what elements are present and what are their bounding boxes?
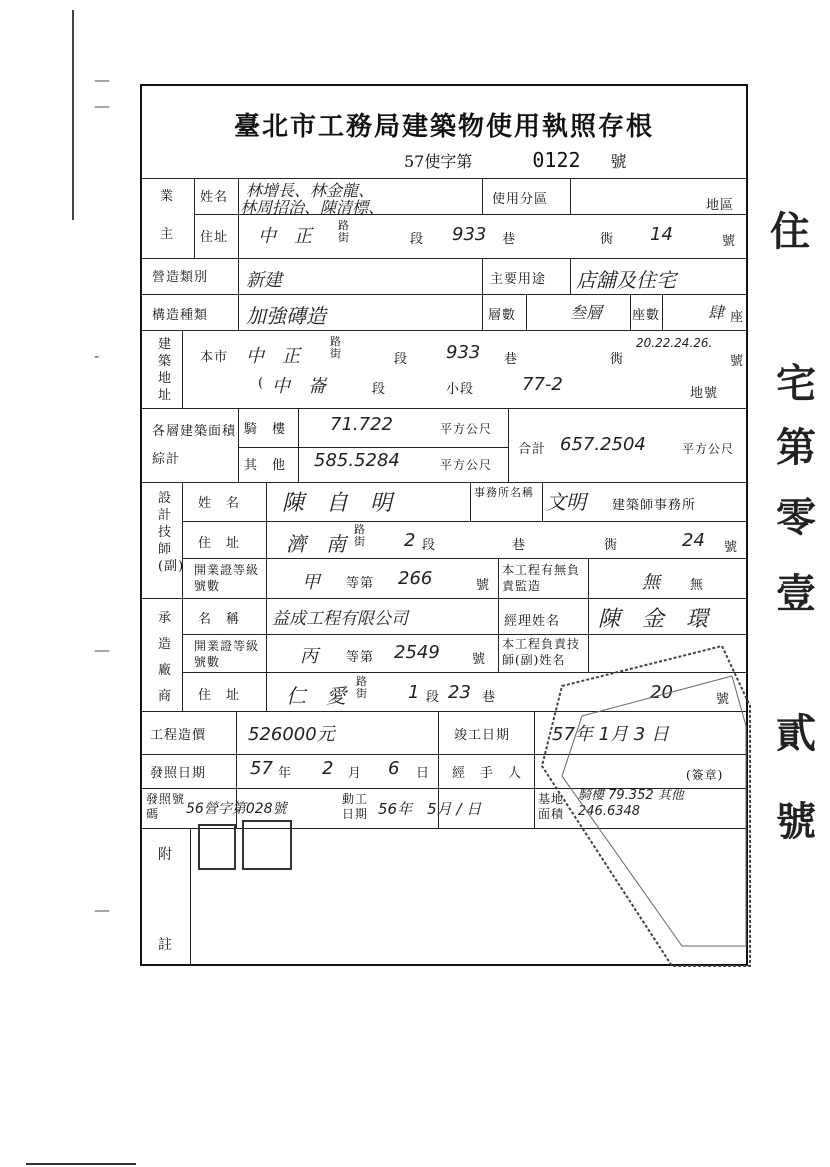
- owner-address-lane: 933: [452, 224, 487, 245]
- binding-mark: —: [94, 70, 110, 89]
- area-section-label: 各層建築面積綜計: [152, 424, 237, 467]
- permit-no-value: 56營字第028號: [186, 801, 287, 817]
- margin-char: 住: [770, 208, 810, 255]
- site-land-section-label: 段: [372, 382, 387, 397]
- margin-char: 宅: [776, 360, 816, 407]
- contractor-tech-label: 本工程負責技師(副)姓名: [502, 637, 581, 667]
- grid-line: [238, 447, 508, 448]
- site-section-word: 段: [394, 352, 409, 367]
- site-city: 本市: [200, 350, 229, 365]
- other-unit: 平方公尺: [440, 458, 493, 472]
- binding-mark: -: [94, 346, 100, 365]
- margin-char: 貳: [776, 710, 816, 757]
- total-unit: 平方公尺: [682, 442, 735, 456]
- owner-address-no-label: 號: [722, 234, 737, 249]
- owner-section-label: 業 主: [160, 189, 189, 242]
- handler-seal-label: (簽章): [686, 768, 724, 782]
- owner-names-line1: 林增長、林金龍、: [246, 181, 375, 200]
- contractor-address-no-label: 號: [716, 692, 731, 707]
- arcade-unit: 平方公尺: [440, 422, 493, 436]
- contractor-address-no: 20: [650, 682, 673, 703]
- contractor-address-section-label: 段: [426, 690, 441, 705]
- contractor-license-suffix: 號: [472, 652, 487, 667]
- grid-line: [526, 294, 527, 330]
- grid-line: [570, 178, 571, 214]
- grid-line: [142, 482, 748, 483]
- designer-license-grade: 甲: [302, 572, 320, 593]
- blocks-unit: 座: [730, 310, 745, 325]
- designer-address-lane-label: 巷: [512, 538, 527, 553]
- issue-label: 發照日期: [150, 766, 207, 781]
- permit-no-label: 發照號碼: [146, 792, 186, 821]
- remarks-label-bottom: 註: [158, 937, 173, 953]
- purpose-value: 店舖及住宅: [576, 268, 676, 292]
- grid-line: [182, 330, 183, 408]
- grid-line: [298, 408, 299, 482]
- grid-line: [482, 294, 483, 330]
- start-label: 動工日期: [342, 792, 369, 821]
- owner-names-line2: 林周招治、陳清標、: [240, 198, 385, 217]
- site-alley-label: 衖: [610, 352, 625, 367]
- grid-line: [182, 482, 183, 711]
- contractor-license-mid: 等第: [346, 650, 375, 665]
- base-label: 基地面積: [538, 792, 565, 821]
- grid-line: [142, 258, 748, 259]
- site-subsection-label: 小段: [446, 382, 475, 397]
- designer-section-label: 設計技師(副): [158, 491, 185, 574]
- owner-address-alley-label: 衖: [600, 232, 615, 247]
- arcade-label: 騎 樓: [244, 422, 287, 437]
- contractor-address-road: 仁 愛: [286, 684, 346, 708]
- completion-value: 57年 1月 3 日: [552, 724, 669, 745]
- contractor-name-label: 名 稱: [198, 612, 241, 627]
- grid-line: [142, 598, 748, 599]
- binding-mark: —: [94, 900, 110, 919]
- permit-year: 57: [404, 152, 425, 171]
- designer-address-section: 2: [404, 530, 416, 551]
- margin-char: 號: [776, 798, 816, 845]
- site-lot-no: 77-2: [522, 374, 563, 395]
- owner-address-road-label: 路街: [338, 219, 350, 244]
- designer-address-road-label: 路街: [354, 523, 366, 548]
- grid-line: [142, 408, 748, 409]
- grid-line: [662, 294, 663, 330]
- owner-address-label: 住址: [200, 230, 229, 245]
- blocks-value: 肆: [708, 303, 725, 322]
- margin-char: 零: [776, 494, 816, 541]
- designer-name-label: 姓 名: [198, 496, 241, 511]
- type-label: 營造類別: [152, 270, 209, 285]
- structure-label: 構造種類: [152, 308, 209, 323]
- owner-address-section-label: 段: [410, 232, 425, 247]
- site-section-label: 建築地址: [158, 337, 173, 403]
- total-value: 657.2504: [560, 434, 646, 455]
- issue-day: 6: [388, 758, 400, 779]
- site-land-section: 中 崙: [272, 376, 326, 397]
- grid-line: [482, 258, 483, 294]
- arcade-value: 71.722: [330, 414, 393, 435]
- grid-line: [570, 258, 571, 294]
- owner-address-road: 中 正: [258, 226, 312, 247]
- site-lot-label: 地號: [690, 386, 719, 401]
- start-value: 56年 5月 / 日: [378, 800, 482, 818]
- permit-form: [140, 84, 748, 966]
- designer-office-value: 文明: [546, 490, 586, 514]
- contractor-address-section: 1: [408, 682, 420, 703]
- designer-license-label: 開業證等級號數: [194, 563, 260, 593]
- binding-mark: —: [94, 640, 110, 659]
- contractor-section-label: 承造廠商: [158, 611, 173, 704]
- designer-address-label: 住 址: [198, 536, 241, 551]
- site-lane-label: 巷: [504, 352, 519, 367]
- designer-address-no: 24: [682, 530, 705, 551]
- issue-month-label: 月: [348, 766, 363, 781]
- floors-label: 層數: [488, 308, 517, 323]
- contractor-manager-label: 經理姓名: [504, 614, 561, 629]
- other-label: 其 他: [244, 458, 287, 473]
- designer-address-section-label: 段: [422, 538, 437, 553]
- grid-line: [542, 482, 543, 521]
- owner-address-lane-label: 巷: [502, 232, 517, 247]
- purpose-label: 主要用途: [490, 272, 547, 287]
- designer-supervise-suffix: 無: [690, 578, 705, 593]
- grid-line: [142, 294, 748, 295]
- designer-address-alley-label: 衖: [604, 538, 619, 553]
- permit-suffix: 號: [610, 152, 627, 171]
- floors-value: 叁層: [570, 303, 603, 322]
- grid-line: [238, 408, 239, 482]
- site-road-label: 路街: [330, 335, 342, 360]
- site-no-label: 號: [730, 354, 745, 369]
- completion-label: 竣工日期: [454, 728, 511, 743]
- binding-mark: —: [94, 96, 110, 115]
- structure-value: 加強磚造: [246, 304, 326, 328]
- permit-label: 使字第: [424, 152, 473, 171]
- grid-line: [470, 482, 471, 521]
- binding-line: [72, 10, 74, 220]
- designer-supervise-label: 本工程有無負責監造: [502, 563, 581, 593]
- designer-address-no-label: 號: [724, 540, 739, 555]
- designer-address-road: 濟 南: [286, 532, 346, 556]
- grid-line: [588, 558, 589, 598]
- issue-year-label: 年: [278, 766, 293, 781]
- designer-license-suffix: 號: [476, 578, 491, 593]
- issue-day-label: 日: [416, 766, 431, 781]
- contractor-license-grade: 丙: [300, 646, 318, 667]
- permit-number: [404, 148, 627, 172]
- blocks-label: 座數: [632, 308, 661, 323]
- contractor-license-no: 2549: [394, 642, 440, 663]
- owner-address-no: 14: [650, 224, 673, 245]
- zone-suffix: 地區: [706, 198, 735, 213]
- grid-line: [630, 294, 631, 330]
- designer-office-suffix: 建築師事務所: [612, 498, 697, 513]
- contractor-address-lane: 23: [448, 682, 471, 703]
- issue-year: 57: [250, 758, 273, 779]
- grid-line: [266, 482, 267, 711]
- cost-label: 工程造價: [150, 728, 207, 743]
- grid-line: [482, 178, 483, 214]
- margin-char: 第: [776, 424, 816, 471]
- grid-line: [498, 598, 499, 672]
- page-title: 臺北市工務局建築物使用執照存根: [233, 112, 654, 142]
- grid-line: [190, 828, 191, 966]
- handler-label: 經 手 人: [452, 766, 523, 781]
- grid-line: [498, 558, 499, 598]
- site-road: 中 正: [246, 346, 300, 367]
- permit-no: 0122: [532, 148, 581, 172]
- other-value: 585.5284: [314, 450, 400, 471]
- cost-value: 526000元: [248, 724, 335, 745]
- contractor-address-road-label: 路街: [356, 675, 368, 700]
- remarks-label-top: 附: [158, 847, 173, 863]
- type-value: 新建: [246, 270, 282, 291]
- owner-name-label: 姓名: [200, 190, 229, 205]
- contractor-name-value: 益成工程有限公司: [272, 609, 408, 629]
- contractor-address-lane-label: 巷: [482, 690, 497, 705]
- zone-label: 使用分區: [492, 192, 549, 207]
- base-value: 騎樓 79.352 其他 246.6348: [578, 788, 684, 819]
- site-lane: 933: [446, 342, 481, 363]
- contractor-manager-value: 陳 金 環: [598, 607, 709, 632]
- issue-month: 2: [322, 758, 334, 779]
- footer-line: [26, 1163, 136, 1165]
- grid-line: [238, 258, 239, 330]
- overlay-stamp: [522, 646, 750, 966]
- contractor-address-label: 住 址: [198, 688, 241, 703]
- grid-line: [194, 178, 195, 258]
- site-open-paren: (: [258, 376, 265, 391]
- designer-license-mid: 等第: [346, 576, 375, 591]
- designer-supervise-value: 無: [642, 572, 660, 593]
- designer-office-label: 事務所名稱: [474, 486, 534, 499]
- contractor-license-label: 開業證等級號數: [194, 639, 260, 669]
- official-seal: [198, 824, 236, 870]
- margin-char: 壹: [776, 570, 816, 617]
- site-alley-nums: 20.22.24.26.: [636, 336, 713, 350]
- designer-license-no: 266: [398, 568, 433, 589]
- grid-line: [142, 330, 748, 331]
- total-label: 合計: [518, 442, 547, 457]
- designer-name-value: 陳 自 明: [282, 491, 393, 516]
- official-seal: [242, 820, 292, 870]
